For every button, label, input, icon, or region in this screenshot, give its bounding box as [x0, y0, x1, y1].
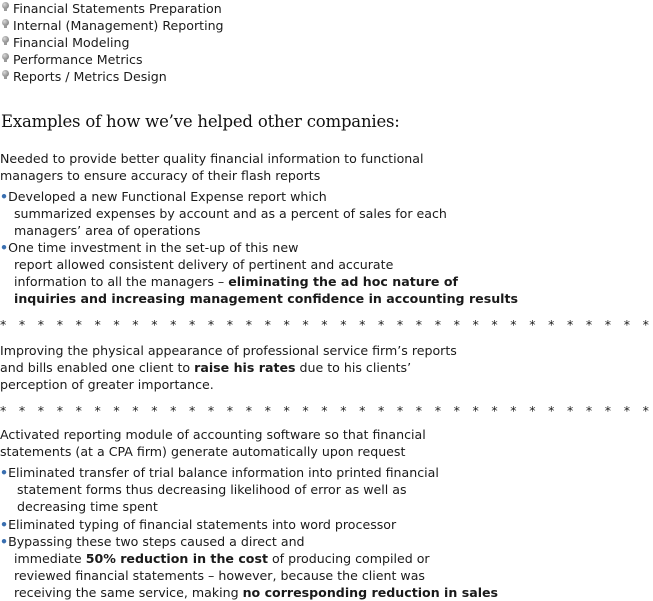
separator: * * * * * * * * * * * * * * * * * * * * * * * * * * * * * * * * * * *	[0, 403, 653, 418]
bullet-icon	[2, 2, 9, 10]
list-item	[2, 34, 224, 51]
example1-intro-line1: Needed to provide better quality financial information to functional	[0, 151, 424, 166]
example3-bullet1-line3: decreasing time spent	[17, 499, 158, 514]
separator: * * * * * * * * * * * * * * * * * * * * * * * * * * * * * * * * * * *	[0, 317, 653, 332]
emphasis-text: eliminating the ad hoc nature of	[228, 274, 458, 289]
list-item	[2, 68, 224, 85]
list-item-label: Financial Statements Preparation	[13, 1, 222, 16]
bullet-icon: •	[0, 465, 9, 480]
list-item-label: Internal (Management) Reporting	[13, 18, 224, 33]
bullet-icon	[2, 70, 9, 78]
list-item	[2, 0, 224, 17]
example2-line3: perception of greater importance.	[0, 377, 214, 392]
example1-intro-line2: managers to ensure accuracy of their flash reports	[0, 168, 321, 183]
bullet-icon: •	[0, 189, 9, 204]
bullet-icon	[2, 36, 9, 44]
emphasis-text: inquiries and increasing management confidence in accounting results	[14, 291, 519, 306]
example1-bullet1: •Developed a new Functional Expense report which	[0, 189, 327, 204]
example2-line1: Improving the physical appearance of professional service firm’s reports	[0, 343, 457, 358]
example3-bullet2: •Eliminated typing of financial statements into word processor	[0, 517, 397, 532]
example1-bullet2-line4	[14, 290, 518, 307]
bullet-icon: •	[0, 534, 9, 549]
example1-bullet2-line3: information to all the managers – eliminating the ad hoc nature of	[14, 274, 458, 289]
examples-heading: Examples of how we’ve helped other companies:	[1, 112, 400, 131]
example3-bullet3-line3: reviewed financial statements – however, because the client was	[14, 568, 425, 583]
example3-bullet1: •Eliminated transfer of trial balance information into printed financial	[0, 465, 439, 480]
bullet-icon	[2, 53, 9, 61]
example1-bullet2: •One time investment in the set-up of this new	[0, 240, 299, 255]
emphasis-text: raise his rates	[194, 360, 296, 375]
list-item	[2, 51, 224, 68]
services-list	[2, 0, 224, 85]
example3-bullet1-line2: statement forms thus decreasing likelihood of error as well as	[17, 482, 407, 497]
example3-bullet3-line2: immediate 50% reduction in the cost of producing compiled or	[14, 551, 430, 566]
example3-bullet3-line4: receiving the same service, making no corresponding reduction in sales	[14, 585, 499, 600]
list-item-label: Reports / Metrics Design	[13, 69, 167, 84]
bullet-icon: •	[0, 517, 9, 532]
bullet-icon	[2, 19, 9, 27]
example3-intro-line2: statements (at a CPA firm) generate automatically upon request	[0, 444, 406, 459]
example1-bullet2-line2: report allowed consistent delivery of pertinent and accurate	[14, 257, 394, 272]
emphasis-text: 50% reduction in the cost	[85, 551, 268, 566]
emphasis-text: no corresponding reduction in sales	[242, 585, 499, 600]
list-item-label: Performance Metrics	[13, 52, 143, 67]
example1-bullet1-line2: summarized expenses by account and as a percent of sales for each	[14, 206, 447, 221]
example2-line2: and bills enabled one client to raise his rates due to his clients’	[0, 360, 412, 375]
example1-bullet1-line3: managers’ area of operations	[14, 223, 201, 238]
example3-bullet3: •Bypassing these two steps caused a direct and	[0, 534, 305, 549]
bullet-icon: •	[0, 240, 9, 255]
list-item	[2, 17, 224, 34]
example3-intro-line1: Activated reporting module of accounting software so that financial	[0, 427, 426, 442]
list-item-label: Financial Modeling	[13, 35, 130, 50]
